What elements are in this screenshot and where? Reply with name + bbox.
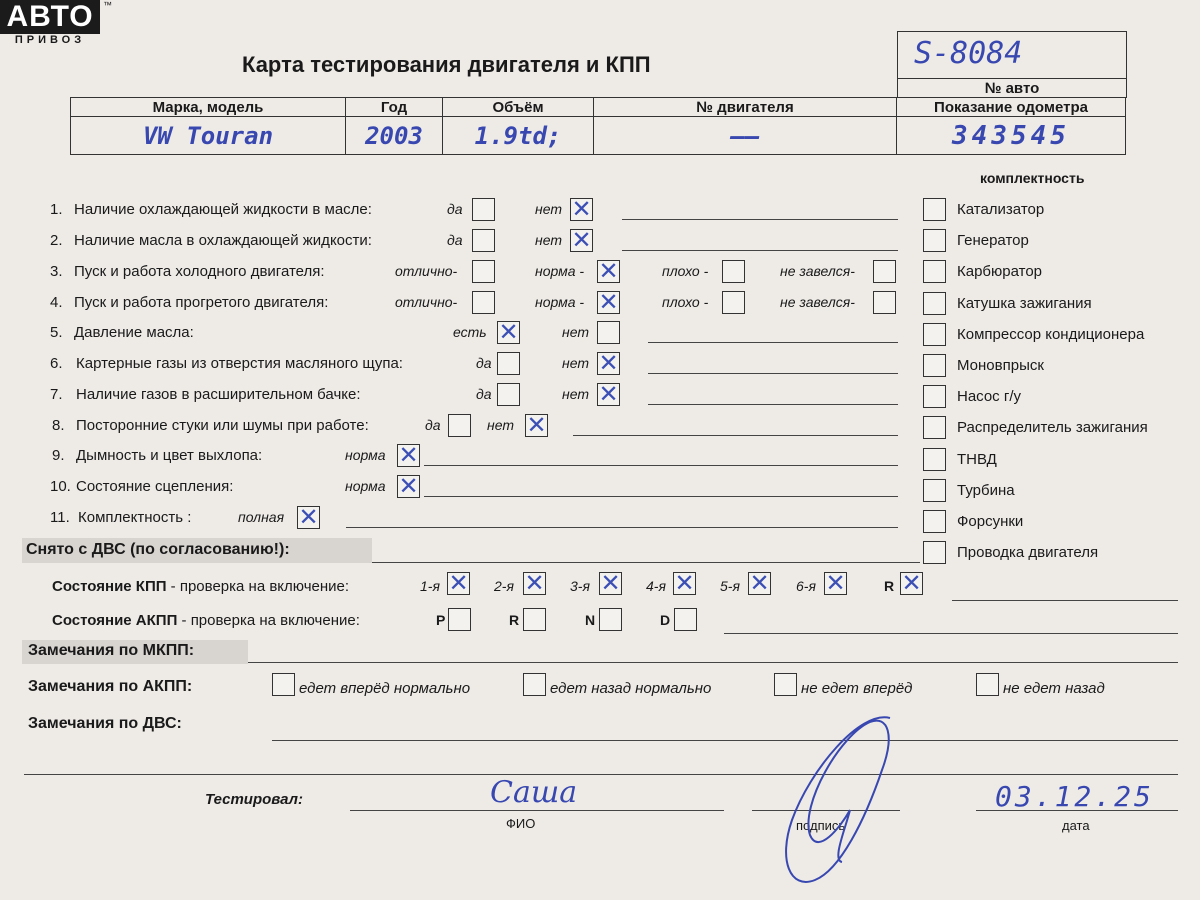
answer-line (573, 435, 898, 436)
volume-cell (443, 117, 594, 155)
gear-label: 1-я (420, 578, 440, 594)
option-label: отлично- (395, 294, 458, 310)
check-mark: ✕ (825, 569, 846, 597)
completeness-checkbox[interactable] (923, 479, 946, 502)
check-question-8: Посторонние стуки или шумы при работе: (76, 417, 369, 434)
card-title: Карта тестирования двигателя и КПП (242, 52, 651, 77)
option-label: да (447, 232, 463, 248)
akpp-remark-label: не едет назад (1003, 680, 1105, 697)
check-mark: ✕ (749, 569, 770, 597)
option-label: полная (238, 509, 285, 525)
completeness-item-label: Карбюратор (957, 263, 1043, 281)
year-cell (346, 117, 443, 155)
completeness-item-label: Распределитель зажигания (957, 419, 1148, 437)
check-number: 2. (50, 232, 63, 249)
option-checkbox[interactable] (570, 226, 593, 254)
completeness-checkbox[interactable] (923, 541, 946, 564)
check-mark: ✕ (524, 569, 545, 597)
mode-checkbox[interactable] (674, 608, 697, 631)
option-label: отлично- (395, 263, 458, 279)
option-checkbox[interactable] (722, 291, 745, 314)
remarks-dvs-line (272, 740, 1178, 741)
akpp-remark-checkbox[interactable] (976, 673, 999, 696)
option-label: не завелся- (780, 294, 855, 310)
avtoprivoz-logo (0, 0, 100, 50)
option-checkbox[interactable] (472, 291, 495, 314)
check-mark: ✕ (600, 569, 621, 597)
year-value: 2003 (365, 121, 423, 150)
option-checkbox[interactable] (570, 195, 593, 223)
removed-label: Снято с ДВС (по согласованию!): (26, 541, 290, 558)
option-label: нет (562, 355, 589, 371)
answer-line (622, 219, 898, 220)
answer-line (648, 404, 898, 405)
check-question-6: Картерные газы из отверстия масляного щупа: (76, 355, 403, 372)
check-question-1: Наличие охлаждающей жидкости в масле: (74, 201, 372, 218)
mode-label: D (660, 612, 671, 628)
option-label: нет (487, 417, 514, 433)
completeness-checkbox[interactable] (923, 229, 946, 252)
option-label: плохо - (662, 294, 709, 310)
check-question-11: Комплектность : (78, 509, 192, 526)
option-checkbox[interactable] (397, 472, 420, 500)
completeness-item-label: Катализатор (957, 201, 1045, 218)
gear-label: 6-я (796, 578, 816, 594)
option-label: да (447, 201, 463, 217)
kpp-line (952, 600, 1178, 601)
option-label: нет (562, 386, 589, 402)
check-number: 3. (50, 263, 63, 280)
date-caption: дата (1062, 818, 1090, 833)
completeness-item-label: Моновпрыск (957, 357, 1044, 374)
tester-name: Саша (490, 775, 578, 810)
col-year-header: Год (346, 98, 443, 117)
gear-label: 5-я (720, 578, 740, 594)
check-number: 8. (52, 417, 65, 434)
odometer-value: 343545 (952, 120, 1070, 151)
option-label: нет (535, 201, 562, 217)
gear-checkbox[interactable] (599, 569, 622, 597)
completeness-item-label: Насос г/у (957, 388, 1021, 406)
stock-number-value: S-8084 (914, 36, 1023, 71)
kpp-label-bold: Состояние КПП (52, 578, 167, 595)
test-date-value: 03.12.25 (995, 780, 1154, 813)
option-checkbox[interactable] (497, 383, 520, 406)
fio-caption: ФИО (506, 816, 536, 831)
gear-checkbox[interactable] (824, 569, 847, 597)
completeness-item-label: Проводка двигателя (957, 544, 1099, 562)
check-number: 4. (50, 294, 63, 311)
completeness-checkbox[interactable] (923, 198, 946, 221)
check-question-2: Наличие масла в охлаждающей жидкости: (74, 232, 372, 249)
col-make-header: Марка, модель (71, 98, 346, 117)
check-question-4: Пуск и работа прогретого двигателя: (74, 294, 329, 311)
completeness-checkbox[interactable] (923, 510, 946, 533)
completeness-item-label: Турбина (957, 481, 1015, 499)
gear-label: 2-я (494, 578, 514, 594)
option-checkbox[interactable] (472, 198, 495, 221)
check-question-7: Наличие газов в расширительном бачке: (76, 386, 361, 403)
option-checkbox[interactable] (397, 441, 420, 469)
option-checkbox[interactable] (472, 229, 495, 252)
option-checkbox[interactable] (597, 257, 620, 285)
vehicle-info-table (70, 97, 1126, 155)
tested-by-label: Тестировал: (205, 791, 303, 808)
option-checkbox[interactable] (873, 291, 896, 314)
check-mark: ✕ (571, 226, 592, 254)
check-number: 6. (50, 355, 63, 372)
answer-line (424, 465, 898, 466)
check-question-5: Давление масла: (74, 324, 194, 341)
akpp-remark-checkbox[interactable] (523, 673, 546, 696)
odometer-cell (897, 117, 1126, 155)
completeness-item-label: Форсунки (957, 513, 1024, 530)
mode-label: R (509, 612, 520, 628)
option-checkbox[interactable] (497, 352, 520, 375)
gear-label: 4-я (646, 578, 666, 594)
gear-checkbox[interactable] (748, 569, 771, 597)
completeness-checkbox[interactable] (923, 385, 946, 408)
remarks-extra-line (24, 774, 1178, 775)
check-mark: ✕ (598, 380, 619, 408)
akpp-line (724, 633, 1178, 634)
volume-value: 1.9td; (474, 121, 562, 150)
check-mark: ✕ (598, 349, 619, 377)
answer-line (648, 373, 898, 374)
option-label: нет (535, 232, 562, 248)
completeness-checkbox[interactable] (923, 260, 946, 283)
option-checkbox[interactable] (597, 349, 620, 377)
check-question-10: Состояние сцепления: (76, 478, 234, 495)
make-cell (71, 117, 346, 155)
gear-checkbox[interactable] (523, 569, 546, 597)
option-checkbox[interactable] (722, 260, 745, 283)
option-checkbox[interactable] (873, 260, 896, 283)
check-mark: ✕ (298, 503, 319, 531)
col-engine-header: № двигателя (594, 98, 897, 117)
make-value: VW Touran (142, 121, 274, 150)
gear-label: R (884, 578, 895, 594)
check-number: 9. (52, 447, 65, 464)
completeness-item-label: Компрессор кондиционера (957, 325, 1145, 343)
check-question-3: Пуск и работа холодного двигателя: (74, 263, 325, 280)
remarks-akpp-label: Замечания по АКПП: (28, 678, 193, 695)
removed-line (372, 562, 920, 563)
option-label: да (476, 355, 492, 371)
col-volume-header: Объём (443, 98, 594, 117)
stock-number-label: № авто (897, 78, 1127, 98)
completeness-item-label: ТНВД (957, 450, 997, 468)
check-mark: ✕ (674, 569, 695, 597)
check-mark: ✕ (901, 569, 922, 597)
signature-scribble (770, 710, 900, 895)
option-checkbox[interactable] (525, 411, 548, 439)
check-mark: ✕ (398, 441, 419, 469)
option-checkbox[interactable] (472, 260, 495, 283)
check-number: 1. (50, 201, 63, 218)
gear-checkbox[interactable] (900, 569, 923, 597)
remarks-mkpp-line (248, 662, 1178, 663)
completeness-checkbox[interactable] (923, 354, 946, 377)
logo-bottom-text: ПРИВОЗ (14, 34, 86, 46)
mode-label: P (436, 612, 446, 628)
kpp-label-rest: - проверка на включение: (166, 578, 350, 595)
option-label: нет (562, 324, 589, 340)
akpp-remark-label: едет вперёд нормально (299, 680, 471, 697)
option-label: норма (345, 447, 386, 463)
trademark-mark: ™ (103, 0, 112, 10)
option-label: норма - (535, 294, 585, 310)
option-label: не завелся- (780, 263, 855, 279)
akpp-label-rest: - проверка на включение: (177, 612, 360, 629)
mode-checkbox[interactable] (599, 608, 622, 631)
option-checkbox[interactable] (297, 503, 320, 531)
answer-line (648, 342, 898, 343)
completeness-item-label: Катушка зажигания (957, 294, 1092, 312)
completeness-item-label: Генератор (957, 232, 1029, 250)
option-label: да (476, 386, 492, 402)
akpp-label (52, 612, 360, 629)
logo-top-text: АВТО (0, 0, 100, 34)
check-mark: ✕ (571, 195, 592, 223)
option-label: да (425, 417, 441, 433)
gear-label: 3-я (570, 578, 590, 594)
check-mark: ✕ (448, 569, 469, 597)
engine-cell (594, 117, 897, 155)
check-number: 10. (50, 478, 71, 495)
mode-checkbox[interactable] (448, 608, 471, 631)
akpp-remark-checkbox[interactable] (774, 673, 797, 696)
kpp-label (52, 578, 349, 595)
check-mark: ✕ (526, 411, 547, 439)
mode-label: N (585, 612, 596, 628)
engine-value: —— (730, 121, 760, 150)
option-checkbox[interactable] (597, 321, 620, 344)
answer-line (424, 496, 898, 497)
stock-number-box (897, 31, 1127, 79)
check-number: 5. (50, 324, 63, 341)
remarks-dvs-label: Замечания по ДВС: (28, 715, 182, 732)
option-checkbox[interactable] (597, 288, 620, 316)
check-number: 11. (50, 509, 70, 526)
completeness-checkbox[interactable] (923, 416, 946, 439)
answer-line (622, 250, 898, 251)
check-number: 7. (50, 386, 63, 403)
akpp-remark-label: не едет вперёд (801, 680, 913, 697)
akpp-label-bold: Состояние АКПП (52, 612, 178, 629)
completeness-checkbox[interactable] (923, 323, 946, 346)
check-question-9: Дымность и цвет выхлопа: (76, 447, 263, 464)
option-label: норма (345, 478, 386, 494)
check-mark: ✕ (498, 318, 519, 346)
completeness-title: комплектность (980, 170, 1085, 186)
akpp-remark-checkbox[interactable] (272, 673, 295, 696)
option-checkbox[interactable] (497, 318, 520, 346)
option-label: норма - (535, 263, 585, 279)
completeness-checkbox[interactable] (923, 448, 946, 471)
option-label: плохо - (662, 263, 709, 279)
completeness-checkbox[interactable] (923, 292, 946, 315)
col-odometer-header: Показание одометра (897, 98, 1126, 117)
option-label: есть (453, 324, 487, 340)
gear-checkbox[interactable] (673, 569, 696, 597)
option-checkbox[interactable] (448, 414, 471, 437)
option-checkbox[interactable] (597, 380, 620, 408)
check-mark: ✕ (598, 288, 619, 316)
name-line (350, 810, 724, 811)
answer-line (346, 527, 898, 528)
check-mark: ✕ (398, 472, 419, 500)
signature-caption: подпись (796, 818, 846, 833)
akpp-remark-label: едет назад нормально (550, 680, 712, 697)
remarks-mkpp-label: Замечания по МКПП: (28, 642, 195, 659)
mode-checkbox[interactable] (523, 608, 546, 631)
gear-checkbox[interactable] (447, 569, 470, 597)
check-mark: ✕ (598, 257, 619, 285)
